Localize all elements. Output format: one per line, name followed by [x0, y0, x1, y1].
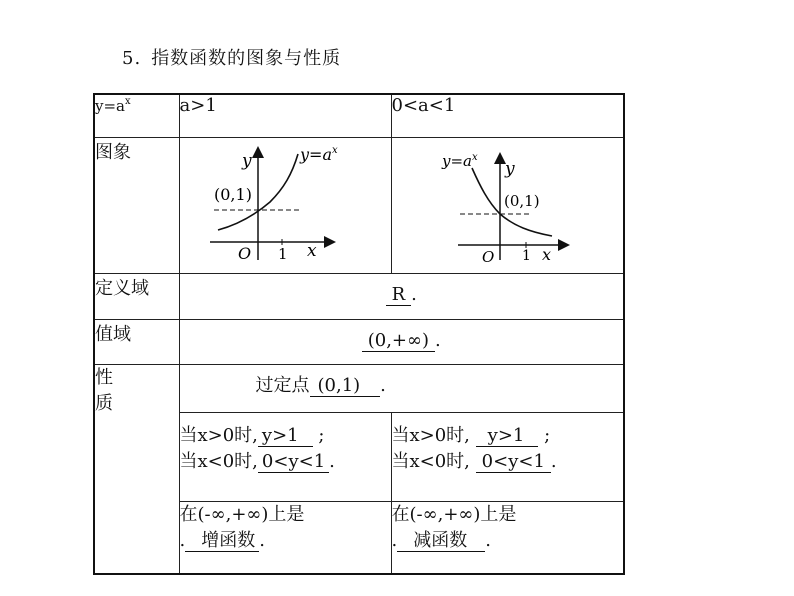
props-label-1: 性 [95, 366, 113, 388]
x-axis-label: x [306, 240, 317, 261]
func-label: $y=a^x$ [299, 144, 338, 164]
header-row [94, 94, 624, 137]
sign-case2-cell [391, 412, 624, 501]
case1-line1-prefix: 当x>0时, [179, 424, 258, 446]
y-axis-label: y [241, 150, 252, 171]
graph-label-cell [94, 137, 179, 273]
y-axis-label: y [504, 158, 515, 179]
section-title: 指数函数的图象与性质 [151, 48, 342, 69]
section-number: 5. [122, 48, 142, 69]
case2-mono-value: 减函数 [397, 532, 485, 552]
mono-case1-cell [179, 501, 391, 574]
domain-value-cell [179, 273, 624, 319]
origin-label: O [237, 243, 251, 263]
graph2-cell [391, 137, 624, 273]
domain-value: R [386, 286, 412, 306]
case1-line2-end: . [329, 450, 335, 472]
point-label: (0,1) [503, 191, 540, 210]
case2-line2-value: 0<y<1 [476, 453, 551, 473]
props-label-2: 质 [95, 392, 113, 414]
properties-table [93, 93, 625, 575]
fixed-point-value: (0,1) [310, 377, 381, 397]
header-func: y=a [95, 97, 125, 115]
header-case1-cell [179, 94, 391, 137]
case1-line2 [180, 449, 391, 475]
section-heading [122, 44, 341, 70]
fixed-point-row [94, 364, 624, 412]
case1-line1-end: ; [318, 424, 325, 446]
domain-label-cell [94, 273, 179, 319]
sign-case1-cell [179, 412, 391, 501]
case1-mono-prefix: 在(-∞,+∞)上是 [179, 503, 305, 525]
fixed-point-end: . [380, 374, 386, 396]
tick-label: 1 [277, 244, 288, 263]
case1-mono-line [180, 528, 391, 554]
header-case2: 0<a<1 [391, 95, 456, 116]
header-case2-cell [391, 94, 624, 137]
header-case1: a>1 [179, 95, 217, 116]
case2-line1-value: y>1 [476, 427, 539, 447]
graph-label: 图象 [95, 141, 131, 163]
case1-line1 [180, 423, 391, 449]
case1-line2-prefix: 当x<0时, [179, 450, 258, 472]
props-label-cell [94, 364, 179, 574]
graph1-cell [179, 137, 391, 273]
domain-row [94, 273, 624, 319]
case1-mono-end: . [259, 529, 265, 551]
case1-line1-value: y>1 [258, 427, 313, 447]
range-value-cell [179, 319, 624, 364]
fixed-point-cell [179, 364, 624, 412]
x-axis-label: x [541, 244, 551, 264]
range-value: (0,+∞) [362, 332, 435, 352]
header-func-sup: x [125, 96, 131, 107]
case2-line2-end: . [550, 450, 557, 472]
fixed-point-prefix: 过定点 [255, 374, 310, 396]
point-label: (0,1) [213, 184, 252, 204]
case1-mono-start: . [179, 529, 186, 551]
mono-case2-cell [391, 501, 624, 574]
range-row [94, 319, 624, 364]
case2-line1 [392, 423, 624, 449]
case1-mono-value: 增函数 [185, 532, 259, 552]
func-label: $y=a^x$ [441, 151, 478, 170]
range-end: . [435, 329, 441, 351]
case2-mono-line [392, 528, 624, 554]
case2-mono-end: . [485, 529, 491, 551]
case2-line1-prefix: 当x>0时, [391, 424, 470, 446]
graph-decreasing [392, 138, 625, 268]
domain-end: . [411, 283, 417, 305]
graph-increasing [180, 138, 392, 268]
range-label: 值域 [95, 323, 131, 345]
tick-label: 1 [521, 247, 531, 264]
case2-line2-prefix: 当x<0时, [391, 450, 470, 472]
case2-mono-start: . [391, 529, 398, 551]
case2-line2 [392, 449, 624, 475]
case2-line1-end: ; [544, 424, 551, 446]
origin-label: O [481, 247, 494, 266]
case2-mono-prefix: 在(-∞,+∞)上是 [391, 503, 517, 525]
header-func-cell [94, 94, 179, 137]
range-label-cell [94, 319, 179, 364]
domain-label: 定义域 [95, 277, 149, 299]
case1-line2-value: 0<y<1 [258, 453, 329, 473]
graph-row [94, 137, 624, 273]
